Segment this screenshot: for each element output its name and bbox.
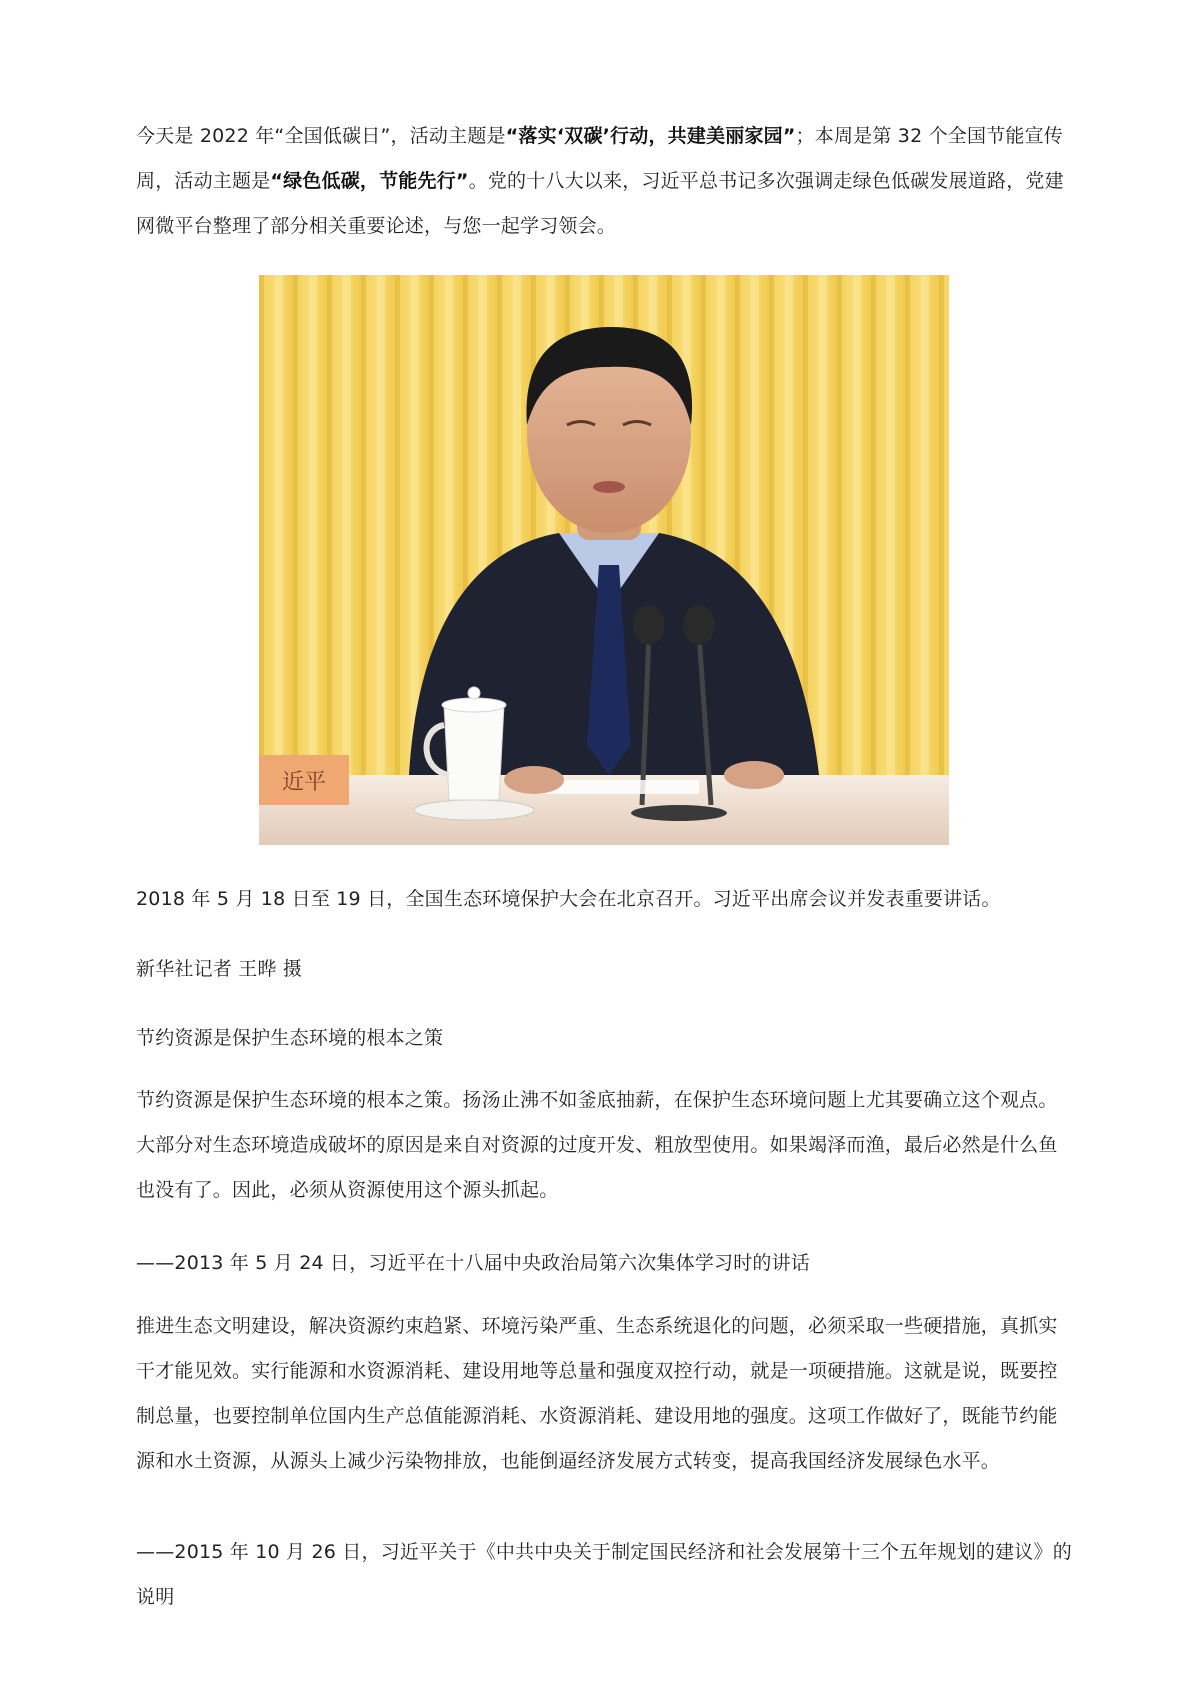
intro-text-2: ；本周是第 32 个全国节能宣传周，活动主题是: [136, 125, 1064, 192]
quote-source-2: ——2015 年 10 月 26 日，习近平关于《中共中央关于制定国民经济和社会发展第十三个五年规划的建议》的说明: [136, 1541, 1072, 1608]
nameplate-text: 近平: [281, 770, 327, 795]
quote-paragraph-2: 推进生态文明建设，解决资源约束趋紧、环境污染严重、生态系统退化的问题，必须采取一些硬措施，真抓实干才能见效。实行能源和水资源消耗、建设用地等总量和强度双控行动，就是一项硬措施。这就是说，既要控制总量，也要控制单位国内生产总值能源消耗、水资源消耗、建设用地的强度。这项工作做好了，既能节约能源和水土资源，从源头上减少污染物排放，也能倒逼经济发展方式转变，提高我国经济发展绿色水平。: [136, 1315, 1058, 1472]
photo-caption: 2018 年 5 月 18 日至 19 日，全国生态环境保护大会在北京召开。习近平出席会议并发表重要讲话。: [136, 888, 1001, 910]
intro-text-3: 。党的十八大以来，习近平总书记多次强调走绿色低碳发展道路，党建网微平台整理了部分相关重要论述，与您一起学习领会。: [136, 170, 1064, 237]
intro-theme-1: “落实‘双碳’行动，共建美丽家园”: [505, 125, 796, 147]
intro-text-1: 今天是 2022 年“全国低碳日”，活动主题是: [136, 125, 506, 147]
quote-paragraph-1: 节约资源是保护生态环境的根本之策。扬汤止沸不如釜底抽薪，在保护生态环境问题上尤其要确立这个观点。大部分对生态环境造成破坏的原因是来自对资源的过度开发、粗放型使用。如果竭泽而渔，最后必然是什么鱼也没有了。因此，必须从资源使用这个源头抓起。: [136, 1089, 1058, 1201]
photo-credit: 新华社记者 王晔 摄: [136, 958, 303, 980]
section-heading: 节约资源是保护生态环境的根本之策: [136, 1027, 444, 1049]
conference-photo: [259, 275, 949, 845]
intro-paragraph: [136, 114, 1072, 249]
quote-source-1: ——2013 年 5 月 24 日，习近平在十八届中央政治局第六次集体学习时的讲话: [136, 1252, 811, 1274]
intro-theme-2: “绿色低碳，节能先行”: [270, 170, 469, 192]
